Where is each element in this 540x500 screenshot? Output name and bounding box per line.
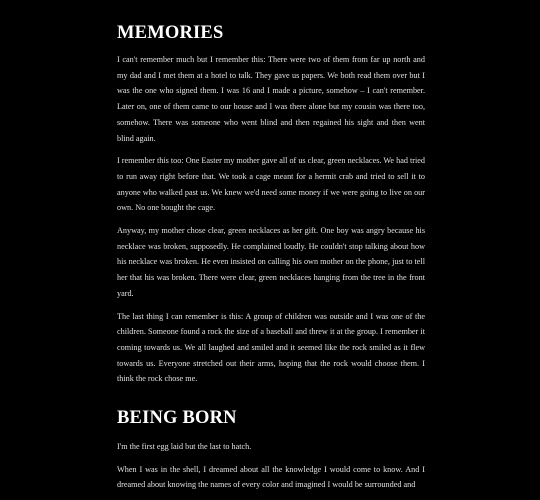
section-heading-being-born: BEING BORN: [117, 408, 237, 429]
document-page: [117, 22, 425, 500]
memories-paragraph-1: I can't remember much but I remember this: There were two of them from far up north and my dad and I met them at a hotel to talk. They gave us papers. We both read them over but I was the one who signed them. I was 16 and I made a picture, somehow – I can't remember. Later on, one of them came to our house and I was there alone but my cousin was there too, somehow. There was someone who went blind and then regained his sight and then went blind again.: [117, 55, 425, 143]
being-born-paragraph-2: When I was in the shell, I dreamed about all the knowledge I would come to know. And I dreamed about knowing the names of every color and imagined I would be surrounded and: [117, 464, 425, 490]
section-heading-memories: MEMORIES: [117, 23, 224, 43]
memories-paragraph-4: The last thing I can remember is this: A group of children was outside and I was one of the children. Someone found a rock the size of a baseball and threw it at the group. I remember it coming towards us. We all laughed and smiled and it seemed like the rock smiled as it flew towards us. Everyone stretched out their arms, hoping that the rock would choose them. I think the rock chose me.: [117, 311, 425, 384]
memories-paragraph-3: Anyway, my mother chose clear, green necklaces as her gift. One boy was angry because his necklace was broken, supposedly. He complained loudly. He couldn't stop talking about how his necklace was broken. He even insisted on calling his own mother on the phone, just to tell her that his was broken. There were clear, green necklaces hanging from the tree in the front yard.: [117, 226, 425, 298]
being-born-paragraph-1: I'm the first egg laid but the last to hatch.: [117, 442, 252, 452]
memories-paragraph-2: I remember this too: One Easter my mother gave all of us clear, green necklaces. We had tried to run away right before that. We took a cage meant for a hermit crab and tried to sell it to anyone who walked past us. We knew we'd need some money if we were going to live on our own. No one bought the cage.: [117, 156, 425, 213]
